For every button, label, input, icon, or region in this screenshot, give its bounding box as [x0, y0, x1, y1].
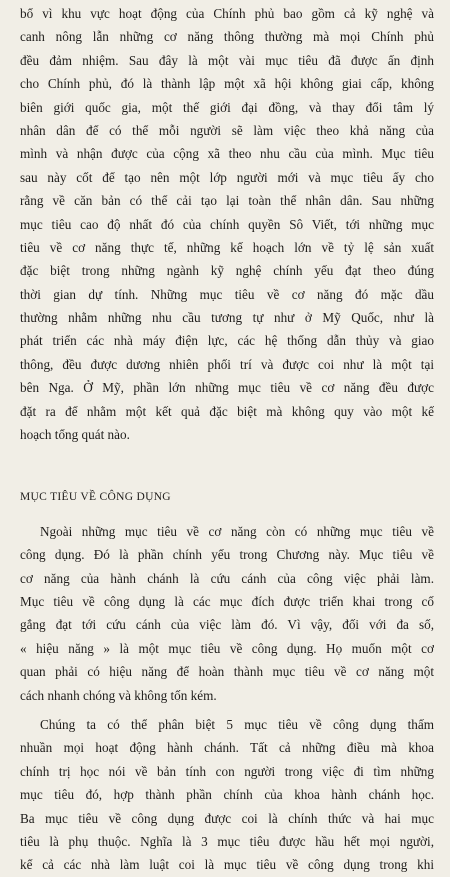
section-heading: MỤC TIÊU VỀ CÔNG DỤNG [20, 491, 171, 504]
text-line: thường nhằm những nhu cầu tương tự như ở Mỹ Quốc, như là [20, 310, 434, 326]
text-line: cơ năng của hành chánh là cứu cánh của công việc phải làm. [20, 570, 434, 586]
text-line: rằng về căn bản có thể cải tạo lại toàn thể nhân dân. Sau những [20, 193, 434, 209]
text-line: thông, đều được dương nhiên phối trí và được coi như là một tại [20, 356, 434, 372]
text-line: biên giới quốc gia, một thế giới đại đồng, và thay đổi tâm lý [20, 99, 434, 115]
text-line: Chúng ta có thể phân biệt 5 mục tiêu về công dụng thấm [40, 716, 434, 732]
text-line: quan phải có hiệu năng để hoàn thành mục tiêu về cơ năng một [20, 664, 434, 680]
paragraph-3 [20, 713, 434, 877]
text-line: đặc biệt trong những ngành kỹ nghệ chính yếu đạt theo đúng [20, 263, 434, 279]
text-line: công dụng. Đó là phần chính yếu trong Chương này. Mục tiêu về [20, 547, 434, 563]
text-line: cách nhanh chóng và không tốn kém. [20, 687, 217, 703]
text-line: đặt ra để nhằm một kết quả đặc biệt mà không quy vào một kế [20, 403, 434, 419]
text-line: sau này cốt để tạo nên một lớp người mới và mục tiêu ấy cho [20, 169, 434, 185]
document-page [20, 2, 434, 877]
text-line: gắng đạt tới cứu cánh của việc làm đó. Vì vậy, đối với đa số, [20, 617, 434, 633]
text-line: Ngoài những mục tiêu về cơ năng còn có những mục tiêu về [40, 523, 434, 539]
text-line: Ba mục tiêu về công dụng được coi là chính thức và hai mục [20, 810, 434, 826]
text-line: hoạch tổng quát nào. [20, 427, 130, 443]
paragraph-1 [20, 2, 434, 446]
text-line: kể cả các nhà làm luật coi là mục tiêu về công dụng trong khi [20, 857, 434, 873]
text-line: chính trị học nói về bản tính con người trong việc đi tìm những [20, 763, 434, 779]
text-line: bên Nga. Ở Mỹ, phần lớn những mục tiêu về cơ năng đều được [20, 380, 434, 396]
text-line: mục tiêu đó, hợp thành phần chính của khoa hành chánh học. [20, 787, 434, 803]
text-line: cho Chính phủ, đó là thành lập một xã hội không giai cấp, không [20, 76, 434, 92]
text-line: mình và nhận được của cộng xã theo nhu cầu của mình. Mục tiêu [20, 146, 434, 162]
text-line: tiêu về cơ năng thực tế, những kế hoạch lớn về tỷ lệ sản xuất [20, 239, 434, 255]
text-line: phát triển các nhà máy điện lực, các hệ thống dẫn thủy và giao [20, 333, 434, 349]
text-line: nhân dân để có thể mỗi người sẽ làm việc theo khả năng của [20, 122, 434, 138]
text-line: đều đảm nhiệm. Sau đây là một vài mục tiêu đã được ấn định [20, 52, 434, 68]
text-line: canh nông lẫn những cơ năng thông thường mà mọi Chính phủ [20, 29, 434, 45]
text-line: tiêu là phụ thuộc. Nghĩa là 3 mục tiêu được hầu hết mọi người, [20, 833, 434, 849]
text-line: nhuần mọi hoạt động hành chánh. Tất cả những điều mà khoa [20, 740, 434, 756]
text-line: bổ vì khu vực hoạt động của Chính phủ bao gồm cả kỹ nghệ và [20, 6, 434, 21]
text-line: thời gian dự tính. Những mục tiêu về cơ năng đó mặc dầu [20, 286, 434, 302]
text-line: Mục tiêu về công dụng là các mục đích được triển khai trong cố [20, 593, 434, 609]
paragraph-2 [20, 520, 434, 707]
text-line: « hiệu năng » là một mục tiêu về công dụng. Họ muốn một cơ [20, 640, 434, 656]
text-line: mục tiêu cao độ nhất đó của chính quyền Sô Viết, tới những mục [20, 216, 434, 232]
